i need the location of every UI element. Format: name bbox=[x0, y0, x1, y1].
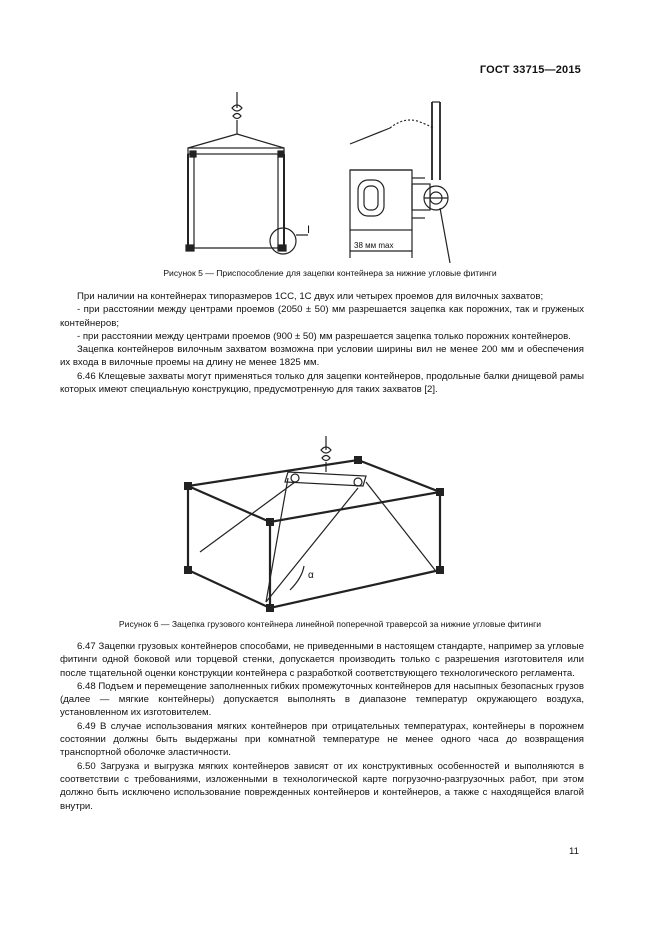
paragraph: 6.48 Подъем и перемещение заполненных гибких промежуточных контейнеров для насыпных безопасных грузов (далее — мягкие контейнеры) допускается выполнять в диапазоне температур окружающего воздуха, установленном их изготовителем. bbox=[60, 680, 584, 719]
paragraph: 6.47 Зацепки грузовых контейнеров способами, не приведенными в настоящем стандарте, например за угловые фитинги одной боковой или торцевой стенки, допускается производить только с разрешения изготовителя или после тщательной оценки конструкции контейнера с разработкой соответствующего технологического регламента. bbox=[60, 641, 584, 679]
figure-5-drawing bbox=[150, 88, 510, 268]
figure-6-drawing bbox=[180, 432, 450, 614]
paragraph: Зацепка контейнеров вилочным захватом возможна при условии ширины вил не менее 200 мм и обеспечения их входа в вилочные проемы на длину не менее 1825 мм. bbox=[60, 344, 584, 369]
paragraph: При наличии на контейнерах типоразмеров 1СС, 1С двух или четырех проемов для вилочных захватов; bbox=[77, 291, 544, 302]
text-block-1 bbox=[60, 290, 584, 396]
figure-6-caption: Рисунок 6 — Зацепка грузового контейнера линейной поперечной траверсой за нижние угловые фитинги bbox=[118, 619, 542, 629]
figure-5-caption: Рисунок 5 — Приспособление для зацепки контейнера за нижние угловые фитинги bbox=[163, 268, 497, 278]
paragraph: 6.49 В случае использования мягких контейнеров при отрицательных температурах, контейнеры в порожнем состоянии должны быть выдержаны при комнатной температуре не менее одного часа до возвращения транспортной оболочке эластичности. bbox=[60, 720, 584, 759]
paragraph: 6.50 Загрузка и выгрузка мягких контейнеров зависят от их конструктивных особенностей и выполняются в соответствии с требованиями, изложенными в технологической карте погрузочно-разгрузочных работ, при этом должно быть исключено использование поврежденных контейнеров и контейнеров, а также с находящейся влагой внутри. bbox=[60, 760, 584, 812]
figure-5-dimension-label: 38 мм max bbox=[354, 241, 394, 250]
figure-6-angle-label: α bbox=[308, 570, 314, 581]
paragraph: - при расстоянии между центрами проемов (2050 ± 50) мм разрешается зацепка как порожних, так и груженых контейнеров; bbox=[60, 304, 584, 329]
text-block-2 bbox=[60, 640, 584, 813]
page-number: 11 bbox=[569, 846, 579, 857]
figure-5-marker-label: I bbox=[307, 224, 311, 236]
paragraph: 6.46 Клещевые захваты могут применяться только для зацепки контейнеров, продольные балки днищевой рамы которых имеют специальную конструкцию, предусмотренную для таких захватов [2]. bbox=[60, 370, 584, 396]
paragraph: - при расстоянии между центрами проемов (900 ± 50) мм разрешается зацепка только порожних контейнеров. bbox=[77, 330, 571, 342]
document-header: ГОСТ 33715—2015 bbox=[479, 64, 581, 76]
